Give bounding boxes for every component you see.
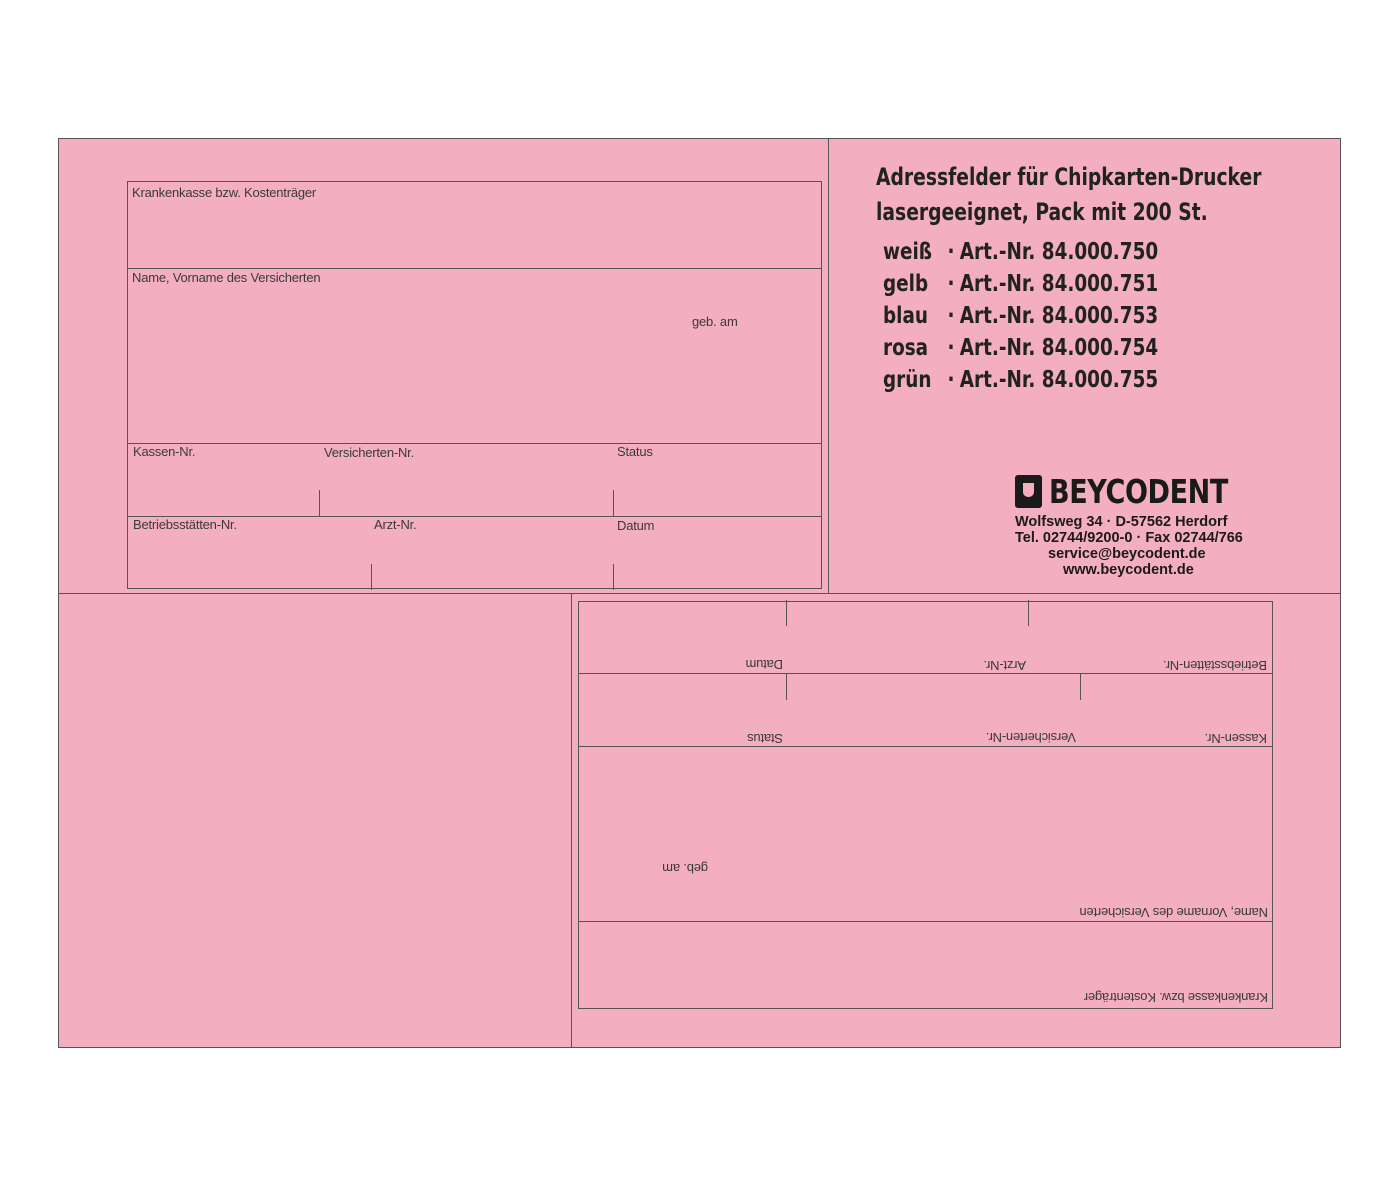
product-title-line1: Adressfelder für Chipkarten-Drucker bbox=[876, 163, 1262, 191]
bullet-dot: · bbox=[947, 271, 955, 297]
label-versicherten-nr: Versicherten-Nr. bbox=[985, 730, 1076, 745]
label-betriebsstaetten-nr: Betriebsstätten-Nr. bbox=[133, 517, 237, 532]
form-tick bbox=[613, 564, 614, 590]
label-arzt-nr: Arzt-Nr. bbox=[983, 658, 1026, 673]
label-betriebsstaetten-nr: Betriebsstätten-Nr. bbox=[1163, 658, 1267, 673]
label-versicherten-nr: Versicherten-Nr. bbox=[324, 445, 415, 460]
company-website: www.beycodent.de bbox=[1063, 562, 1194, 578]
form-tick bbox=[1080, 674, 1081, 700]
variant-row bbox=[883, 239, 1158, 265]
tooth-logo-icon bbox=[1015, 475, 1042, 508]
variant-row bbox=[883, 335, 1158, 361]
divider-horizontal-middle bbox=[58, 593, 1341, 594]
label-geb-am: geb. am bbox=[662, 861, 708, 876]
logo-wordmark: BEYCODENT bbox=[1049, 472, 1228, 511]
variant-row bbox=[883, 367, 1158, 393]
label-name: Name, Vorname des Versicherten bbox=[132, 270, 321, 285]
bullet-dot: · bbox=[947, 335, 955, 361]
form-tick bbox=[371, 564, 372, 590]
form-tick bbox=[1028, 600, 1029, 626]
label-datum: Datum bbox=[745, 657, 783, 672]
form-tick bbox=[786, 674, 787, 700]
variant-color: blau bbox=[883, 303, 928, 329]
product-title-line2: lasergeeignet, Pack mit 200 St. bbox=[876, 198, 1208, 226]
variant-article-number: Art.-Nr. 84.000.750 bbox=[959, 239, 1159, 265]
form-rule bbox=[579, 673, 1272, 674]
variant-color: grün bbox=[883, 367, 932, 393]
variant-article-number: Art.-Nr. 84.000.753 bbox=[959, 303, 1159, 329]
form-tick bbox=[786, 600, 787, 626]
label-status: Status bbox=[617, 444, 653, 459]
label-name: Name, Vorname des Versicherten bbox=[1079, 905, 1268, 920]
variant-color: weiß bbox=[883, 239, 933, 265]
divider-vertical-bottom bbox=[571, 594, 572, 1048]
bullet-dot: · bbox=[947, 239, 955, 265]
variant-color: gelb bbox=[883, 271, 929, 297]
form-tick bbox=[613, 490, 614, 516]
label-krankenkasse: Krankenkasse bzw. Kostenträger bbox=[132, 185, 317, 200]
label-geb-am: geb. am bbox=[692, 314, 738, 329]
label-kassen-nr: Kassen-Nr. bbox=[1204, 731, 1267, 746]
label-datum: Datum bbox=[617, 518, 655, 533]
bullet-dot: · bbox=[947, 367, 955, 393]
address-form-bottom-rotated bbox=[578, 601, 1273, 1009]
company-address: Wolfsweg 34 · D-57562 Herdorf bbox=[1015, 514, 1228, 530]
variant-row bbox=[883, 303, 1158, 329]
variant-article-number: Art.-Nr. 84.000.755 bbox=[959, 367, 1159, 393]
company-email: service@beycodent.de bbox=[1048, 546, 1206, 562]
form-rule bbox=[579, 921, 1272, 922]
variant-article-number: Art.-Nr. 84.000.751 bbox=[959, 271, 1159, 297]
form-rule bbox=[579, 746, 1272, 747]
address-form-top bbox=[127, 181, 822, 589]
variant-article-number: Art.-Nr. 84.000.754 bbox=[959, 335, 1159, 361]
divider-vertical-top bbox=[828, 138, 829, 594]
label-arzt-nr: Arzt-Nr. bbox=[374, 517, 417, 532]
company-phone-fax: Tel. 02744/9200-0 · Fax 02744/766 bbox=[1015, 530, 1243, 546]
label-kassen-nr: Kassen-Nr. bbox=[133, 444, 196, 459]
label-krankenkasse: Krankenkasse bzw. Kostenträger bbox=[1083, 990, 1268, 1005]
company-logo bbox=[1015, 472, 1267, 511]
form-rule bbox=[128, 443, 821, 444]
bullet-dot: · bbox=[947, 303, 955, 329]
form-rule bbox=[128, 268, 821, 269]
variant-color: rosa bbox=[883, 335, 929, 361]
label-status: Status bbox=[747, 731, 783, 746]
variant-row bbox=[883, 271, 1158, 297]
form-tick bbox=[319, 490, 320, 516]
